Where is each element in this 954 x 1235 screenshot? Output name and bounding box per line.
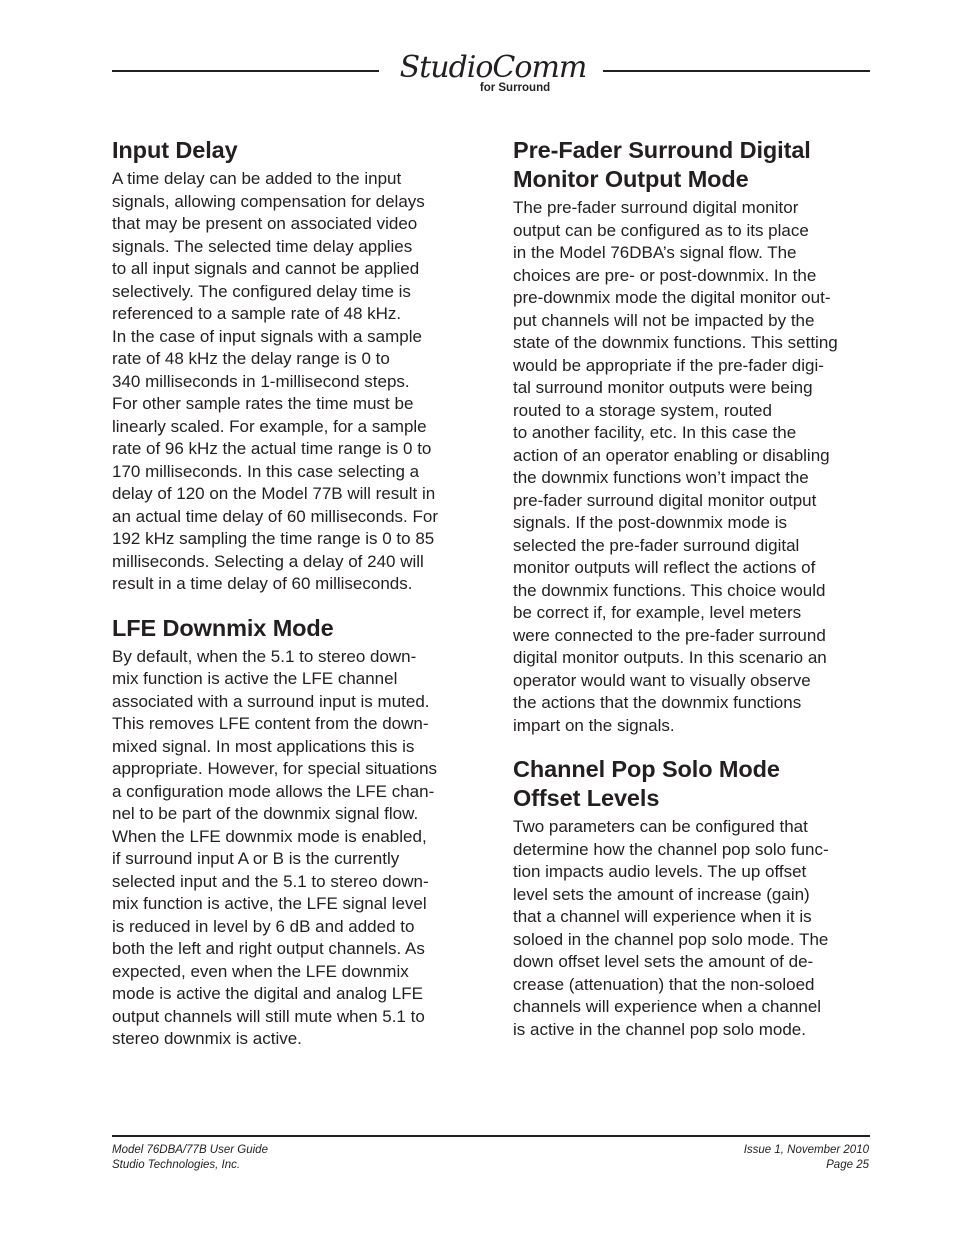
text-line: put channels will not be impacted by the xyxy=(513,310,815,330)
text-line: action of an operator enabling or disabling xyxy=(513,445,830,465)
text-line: crease (attenuation) that the non-soloed xyxy=(513,974,815,994)
header-rule-left xyxy=(112,70,379,72)
text-line: expected, even when the LFE downmix xyxy=(112,961,409,981)
text-line: the actions that the downmix functions xyxy=(513,693,802,712)
text-line: When the LFE downmix mode is enabled, xyxy=(112,826,427,846)
footer-company: Studio Technologies, Inc. xyxy=(112,1159,241,1171)
footer-issue: Issue 1, November 2010 xyxy=(743,1144,869,1156)
text-line: if surround input A or B is the currently xyxy=(112,849,400,868)
text-line: For other sample rates the time must be xyxy=(112,394,414,413)
text-line: linearly scaled. For example, for a sample xyxy=(112,416,427,436)
text-line: channels will experience when a channel xyxy=(513,997,822,1016)
text-line: output channels will still mute when 5.1 to xyxy=(112,1006,425,1026)
section-channel-pop-solo-offset-levels xyxy=(513,755,883,1041)
text-line: the downmix functions won’t impact the xyxy=(513,468,809,487)
section-lfe-downmix-mode xyxy=(112,614,482,1051)
text-line: nel to be part of the downmix signal flow. xyxy=(112,804,419,823)
text-line: mixed signal. In most applications this is xyxy=(112,736,415,756)
text-line: routed to a storage system, routed xyxy=(513,400,772,420)
text-line: milliseconds. Selecting a delay of 240 will xyxy=(112,551,424,571)
footer-page-number: Page 25 xyxy=(826,1159,869,1171)
heading-line: Channel Pop Solo Mode xyxy=(513,756,780,782)
text-line: rate of 96 kHz the actual time range is 0 to xyxy=(112,439,432,458)
text-line: both the left and right output channels. As xyxy=(112,939,425,958)
heading-line: Monitor Output Mode xyxy=(513,166,749,192)
text-line: associated with a surround input is muted. xyxy=(112,691,430,711)
text-line: referenced to a sample rate of 48 kHz. xyxy=(112,304,402,323)
text-line: down offset level sets the amount of de- xyxy=(513,952,814,971)
text-line: mix function is active, the LFE signal level xyxy=(112,894,427,913)
text-line: selectively. The configured delay time is xyxy=(112,281,411,301)
section-pre-fader-monitor-output-mode xyxy=(513,136,883,737)
text-line: The pre-fader surround digital monitor xyxy=(513,198,799,217)
section-body xyxy=(513,197,883,737)
text-line: state of the downmix functions. This setting xyxy=(513,333,838,352)
text-line: pre-downmix mode the digital monitor out- xyxy=(513,288,831,307)
left-column xyxy=(112,136,482,1069)
text-line: level sets the amount of increase (gain) xyxy=(513,884,810,904)
section-heading: Input Delay xyxy=(112,137,238,163)
logo-script: StudioComm xyxy=(399,50,587,85)
heading-line: Offset Levels xyxy=(513,785,660,811)
text-line: selected the pre-fader surround digital xyxy=(513,535,800,555)
footer-guide-title: Model 76DBA/77B User Guide xyxy=(112,1144,268,1156)
section-body xyxy=(112,646,482,1051)
text-line: digital monitor outputs. In this scenario an xyxy=(513,648,827,667)
text-line: that may be present on associated video xyxy=(112,214,418,233)
text-line: selected input and the 5.1 to stereo down- xyxy=(112,871,429,891)
text-line: determine how the channel pop solo func- xyxy=(513,839,829,859)
text-line: pre-fader surround digital monitor output xyxy=(513,490,817,510)
text-line: tion impacts audio levels. The up offset xyxy=(513,862,807,881)
footer-left xyxy=(112,1143,268,1173)
text-line: that a channel will experience when it is xyxy=(513,907,812,926)
header-rule-right xyxy=(603,70,870,72)
text-line: to all input signals and cannot be applied xyxy=(112,259,420,278)
text-line: signals. The selected time delay applies xyxy=(112,236,413,256)
footer-rule xyxy=(112,1135,870,1137)
section-input-delay xyxy=(112,136,482,596)
text-line: be correct if, for example, level meters xyxy=(513,603,802,622)
text-line: By default, when the 5.1 to stereo down- xyxy=(112,646,417,666)
text-line: stereo downmix is active. xyxy=(112,1029,302,1048)
studiocomm-logo xyxy=(400,52,590,100)
text-line: rate of 48 kHz the delay range is 0 to xyxy=(112,349,390,368)
text-line: appropriate. However, for special situations xyxy=(112,759,438,778)
text-line: A time delay can be added to the input xyxy=(112,169,402,188)
text-line: This removes LFE content from the down- xyxy=(112,714,429,733)
text-line: in the Model 76DBA’s signal flow. The xyxy=(513,243,797,262)
text-line: signals. If the post-downmix mode is xyxy=(513,513,788,532)
text-line: Two parameters can be configured that xyxy=(513,817,808,836)
heading-line: Pre-Fader Surround Digital xyxy=(513,137,811,163)
text-line: choices are pre- or post-downmix. In the xyxy=(513,265,817,285)
section-body xyxy=(513,816,883,1041)
text-line: delay of 120 on the Model 77B will result in xyxy=(112,484,436,503)
text-line: impart on the signals. xyxy=(513,715,675,735)
text-line: is reduced in level by 6 dB and added to xyxy=(112,916,415,936)
text-line: monitor outputs will reflect the actions of xyxy=(513,558,816,577)
footer-right xyxy=(744,1143,869,1173)
text-line: operator would want to visually observe xyxy=(513,670,811,690)
text-line: would be appropriate if the pre-fader digi- xyxy=(513,355,824,375)
text-line: mix function is active the LFE channel xyxy=(112,669,398,688)
text-line: the downmix functions. This choice would xyxy=(513,580,826,600)
section-heading: LFE Downmix Mode xyxy=(112,614,334,641)
text-line: signals, allowing compensation for delays xyxy=(112,191,425,211)
text-line: 340 milliseconds in 1-millisecond steps. xyxy=(112,371,410,391)
text-line: soloed in the channel pop solo mode. The xyxy=(513,929,829,949)
text-line: tal surround monitor outputs were being xyxy=(513,378,813,397)
text-line: a configuration mode allows the LFE chan- xyxy=(112,781,435,801)
section-heading xyxy=(513,755,883,813)
section-body xyxy=(112,168,482,596)
text-line: In the case of input signals with a sample xyxy=(112,326,422,346)
text-line: result in a time delay of 60 milliseconds. xyxy=(112,574,413,593)
text-line: mode is active the digital and analog LFE xyxy=(112,984,423,1003)
text-line: an actual time delay of 60 milliseconds. For xyxy=(112,506,438,526)
text-line: 170 milliseconds. In this case selecting a xyxy=(112,461,420,481)
text-line: to another facility, etc. In this case the xyxy=(513,423,797,442)
right-column xyxy=(513,136,883,1059)
logo-subtitle: for Surround xyxy=(479,82,551,94)
text-line: output can be configured as to its place xyxy=(513,220,809,240)
text-line: 192 kHz sampling the time range is 0 to 85 xyxy=(112,529,435,548)
text-line: is active in the channel pop solo mode. xyxy=(513,1019,806,1039)
section-heading xyxy=(513,136,883,194)
text-line: were connected to the pre-fader surround xyxy=(513,625,826,645)
